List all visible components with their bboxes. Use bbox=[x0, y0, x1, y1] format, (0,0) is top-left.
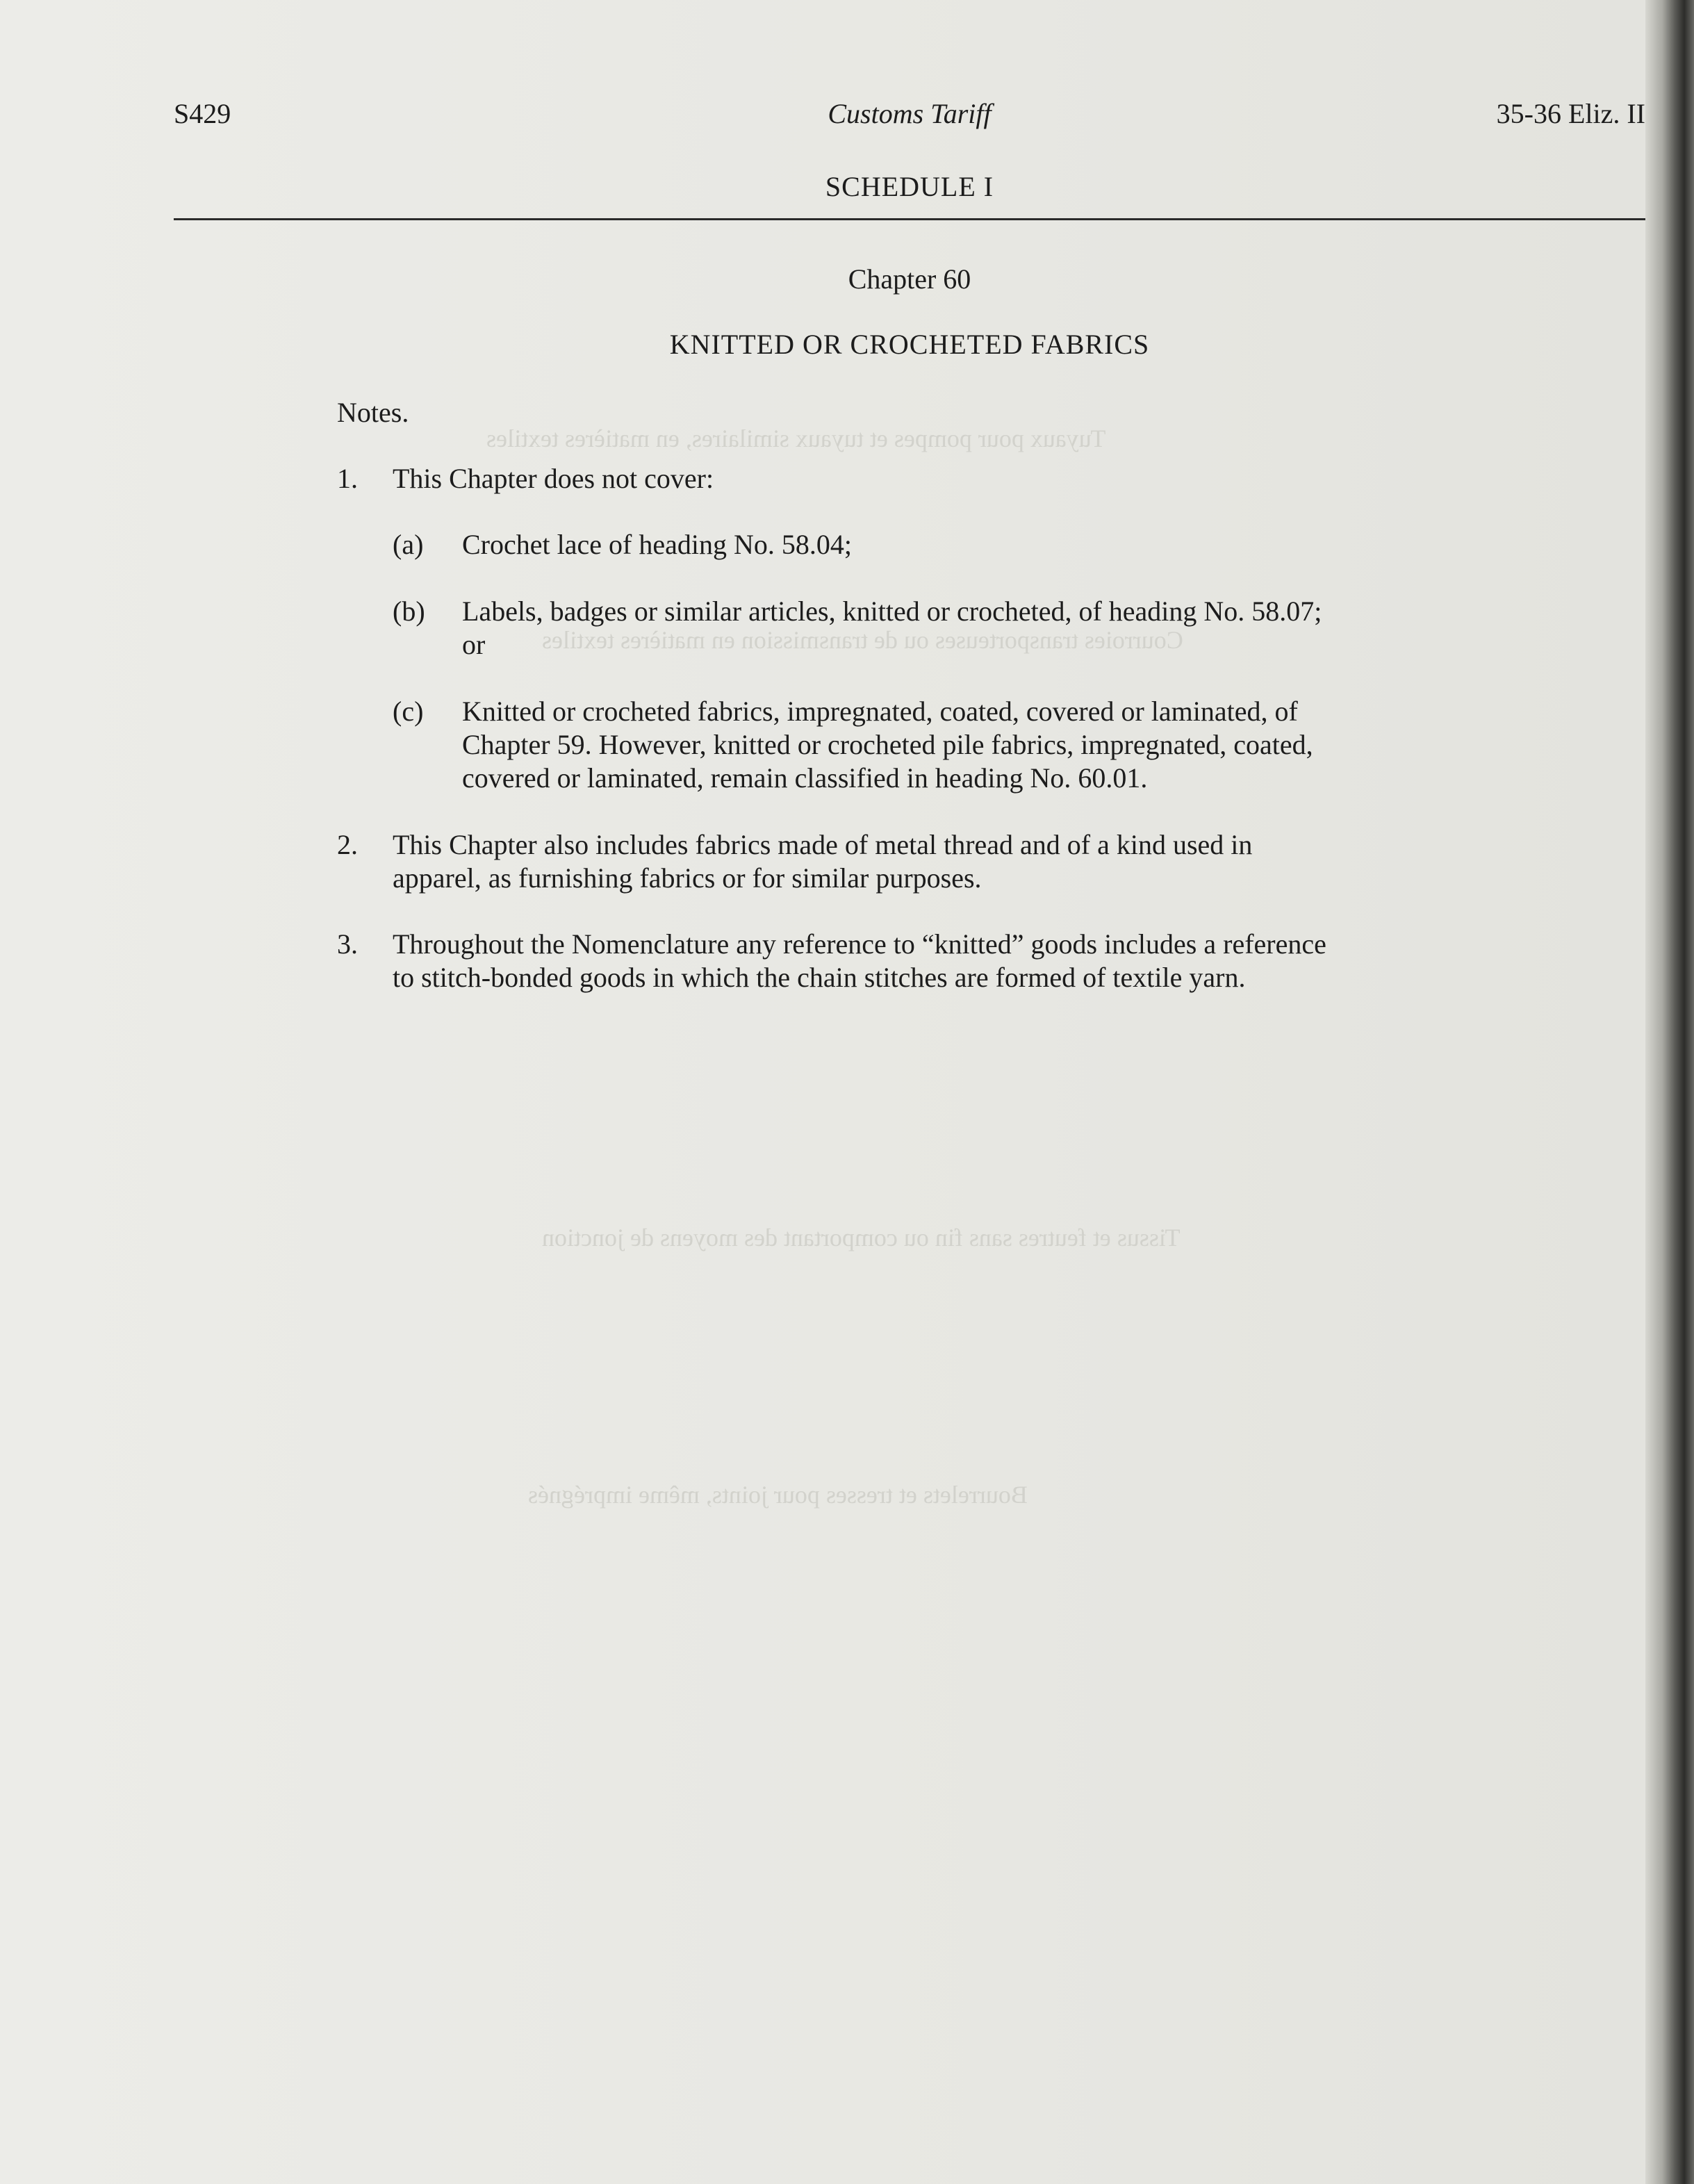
bleed-through-text: Tuyaux pour pompes et tuyaux similaires, en matières textiles bbox=[486, 425, 1106, 452]
text-line: Labels, badges or similar articles, knitted or crocheted, of heading No. 58.07; bbox=[462, 596, 1322, 627]
bleed-through-text: Bourrelets et tresses pour joints, même imprégnés bbox=[528, 1481, 1028, 1509]
session-label: 35-36 Eliz. II bbox=[1496, 98, 1645, 129]
subnote-text bbox=[462, 595, 1518, 662]
subnote-text bbox=[462, 528, 1518, 561]
bleed-through-text: Courroies transporteuses ou de transmission en matières textiles bbox=[542, 626, 1183, 654]
subnote-label: (b) bbox=[393, 596, 425, 627]
note-text bbox=[393, 828, 1449, 895]
text-line: Chapter 59. However, knitted or crocheted pile fabrics, impregnated, coated, bbox=[462, 729, 1313, 760]
subnote-label: (c) bbox=[393, 696, 424, 727]
text-line: covered or laminated, remain classified in heading No. 60.01. bbox=[462, 762, 1148, 794]
text-line: Throughout the Nomenclature any reference to “knitted” goods includes a reference bbox=[393, 928, 1326, 960]
schedule-heading: SCHEDULE I bbox=[825, 171, 994, 202]
bleed-through-text: Tissus et feutres sans fin ou comportant des moyens de jonction bbox=[542, 1224, 1181, 1251]
note-number: 3. bbox=[337, 928, 358, 960]
text-line: apparel, as furnishing fabrics or for similar purposes. bbox=[393, 862, 982, 894]
text-line: to stitch-bonded goods in which the chain stitches are formed of textile yarn. bbox=[393, 962, 1246, 993]
chapter-title: KNITTED OR CROCHETED FABRICS bbox=[669, 329, 1150, 360]
note-number: 1. bbox=[337, 463, 358, 494]
running-header bbox=[174, 97, 1645, 139]
note-text: This Chapter does not cover: bbox=[393, 463, 714, 494]
notes-heading: Notes. bbox=[337, 397, 409, 428]
note-number: 2. bbox=[337, 829, 358, 860]
document-title: Customs Tariff bbox=[828, 98, 992, 129]
book-spine-edge bbox=[1645, 0, 1694, 2184]
note-text bbox=[393, 928, 1449, 994]
subnote-label: (a) bbox=[393, 529, 424, 560]
subnote-text bbox=[462, 695, 1518, 795]
text-line: Crochet lace of heading No. 58.04; bbox=[462, 529, 852, 560]
text-line: or bbox=[462, 629, 486, 660]
text-line: Knitted or crocheted fabrics, impregnated, coated, covered or laminated, of bbox=[462, 696, 1298, 727]
page-number: S429 bbox=[174, 98, 231, 129]
chapter-number: Chapter 60 bbox=[848, 263, 971, 295]
header-rule bbox=[174, 218, 1645, 220]
text-line: This Chapter also includes fabrics made of metal thread and of a kind used in bbox=[393, 829, 1253, 860]
